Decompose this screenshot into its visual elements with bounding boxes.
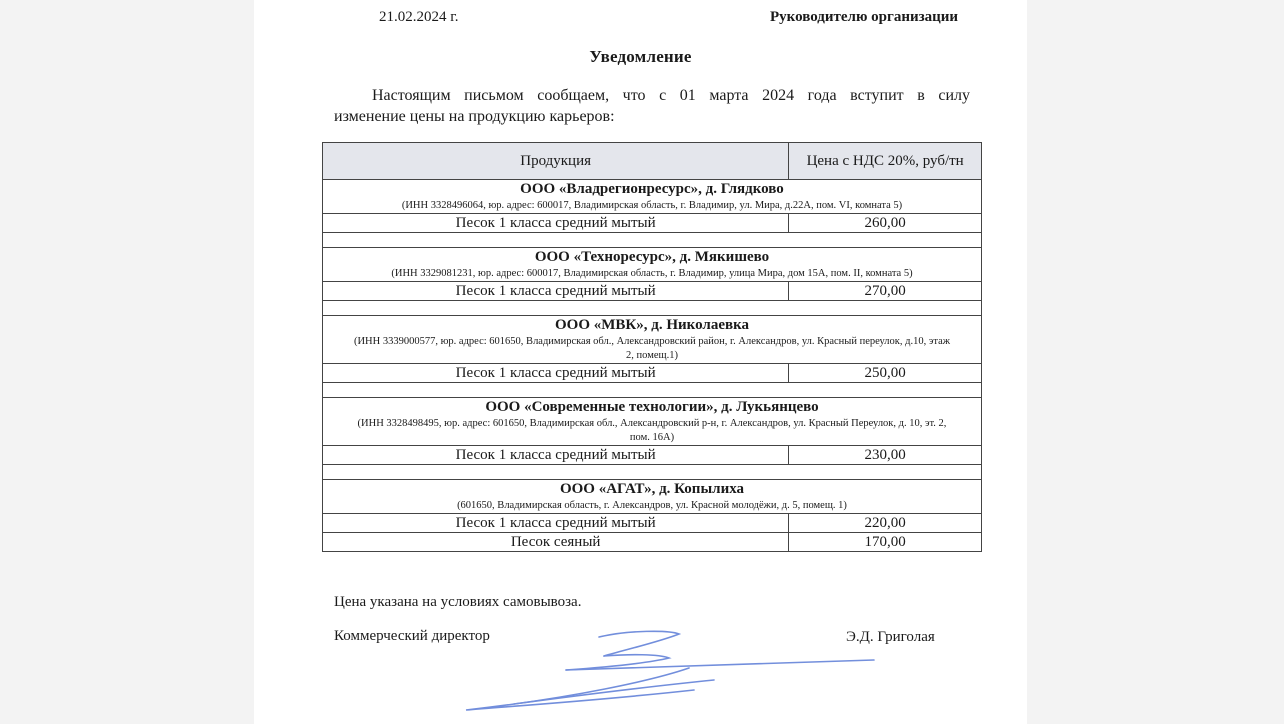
product-price: 230,00 — [789, 446, 982, 465]
product-name: Песок 1 класса средний мытый — [323, 364, 789, 383]
product-column-header: Продукция — [323, 143, 789, 180]
product-price: 270,00 — [789, 282, 982, 301]
product-price: 170,00 — [789, 533, 982, 552]
product-name: Песок сеяный — [323, 533, 789, 552]
product-row — [323, 282, 982, 301]
product-row — [323, 533, 982, 552]
organization-details: (ИНН 3329081231, юр. адрес: 600017, Владимирская область, г. Владимир, улица Мира, дом 15А, пом. II, комната 5) — [391, 268, 913, 279]
document-title: Уведомление — [589, 47, 692, 66]
product-row — [323, 214, 982, 233]
organization-details: (601650, Владимирская область, г. Александров, ул. Красной молодёжи, д. 5, помещ. 1) — [457, 500, 847, 511]
product-name: Песок 1 класса средний мытый — [323, 514, 789, 533]
product-row — [323, 514, 982, 533]
intro-line-2: изменение цены на продукцию карьеров: — [334, 108, 615, 125]
spacer-row — [323, 233, 982, 248]
signer-name: Э.Д. Григолая — [846, 629, 935, 645]
organization-name: ООО «Владрегионресурс», д. Глядково — [520, 181, 784, 197]
organization-cell — [323, 480, 982, 514]
organization-cell — [323, 316, 982, 364]
organization-name: ООО «Современные технологии», д. Лукьянцево — [485, 399, 819, 415]
product-row — [323, 364, 982, 383]
product-price: 260,00 — [789, 214, 982, 233]
signer-position: Коммерческий директор — [334, 628, 490, 644]
right-margin-shade — [1027, 0, 1284, 724]
letter-recipient: Руководителю организации — [770, 9, 959, 25]
document-page — [254, 0, 1027, 724]
product-name: Песок 1 класса средний мытый — [323, 282, 789, 301]
organization-cell — [323, 248, 982, 282]
product-row — [323, 446, 982, 465]
organization-details: (ИНН 3328498495, юр. адрес: 601650, Владимирская обл., Александровский р-н, г. Александров, ул. Красный Переулок, д. 10, эт. 2, пом. 16А) — [357, 418, 947, 443]
signature-image — [454, 620, 894, 720]
intro-line-1: Настоящим письмом сообщаем, что с 01 марта 2024 года вступит в силу — [372, 87, 970, 104]
organization-name: ООО «АГАТ», д. Копылиха — [559, 481, 745, 497]
organization-row — [323, 398, 982, 446]
spacer-row — [323, 465, 982, 480]
organization-name: ООО «МВК», д. Николаевка — [554, 317, 750, 333]
organization-details: (ИНН 3339000577, юр. адрес: 601650, Владимирская обл., Александровский район, г. Александров, ул. Красный переулок, д.10, этаж 2, помещ.1) — [353, 336, 951, 361]
product-price: 220,00 — [789, 514, 982, 533]
product-name: Песок 1 класса средний мытый — [323, 446, 789, 465]
organization-cell — [323, 180, 982, 214]
spacer-row — [323, 383, 982, 398]
pickup-note: Цена указана на условиях самовывоза. — [334, 594, 582, 610]
organization-row — [323, 180, 982, 214]
organization-row — [323, 480, 982, 514]
letter-date: 21.02.2024 г. — [379, 9, 459, 25]
product-price: 250,00 — [789, 364, 982, 383]
price-column-header: Цена с НДС 20%, руб/тн — [789, 143, 982, 180]
spacer-row — [323, 301, 982, 316]
organization-row — [323, 316, 982, 364]
product-name: Песок 1 класса средний мытый — [323, 214, 789, 233]
price-table — [322, 142, 982, 552]
organization-row — [323, 248, 982, 282]
organization-cell — [323, 398, 982, 446]
left-margin-shade — [0, 0, 254, 724]
intro-paragraph — [334, 85, 970, 127]
price-table-header-row — [323, 143, 982, 180]
organization-details: (ИНН 3328496064, юр. адрес: 600017, Владимирская область, г. Владимир, ул. Мира, д.22А, пом. VI, комната 5) — [401, 200, 903, 211]
organization-name: ООО «Техноресурс», д. Мякишево — [534, 249, 770, 265]
